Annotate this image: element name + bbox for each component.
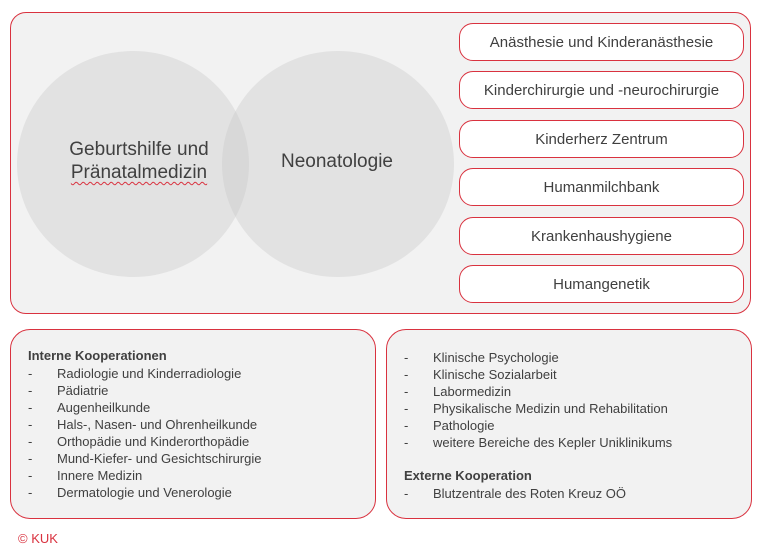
list-bullet: - [404,350,409,365]
internal-cooperations-list [28,365,261,501]
list-bullet: - [404,486,409,501]
list-item [404,434,672,451]
list-bullet: - [28,417,33,432]
list-bullet: - [28,434,33,449]
list-bullet: - [28,468,33,483]
list-item [28,484,261,501]
list-bullet: - [404,435,409,450]
list-bullet: - [28,366,33,381]
list-item-label: Augenheilkunde [57,400,151,415]
list-item [404,349,672,366]
list-bullet: - [404,418,409,433]
list-item [28,365,261,382]
venn-label-obstetrics [50,138,228,184]
list-item [404,400,672,417]
list-item-label: Klinische Sozialarbeit [433,367,557,382]
list-item-label: Radiologie und Kinderradiologie [57,366,242,381]
list-item [28,382,261,399]
external-cooperation-heading: Externe Kooperation [404,468,532,483]
list-bullet: - [404,384,409,399]
list-item [28,433,261,450]
list-bullet: - [28,383,33,398]
venn-label-neonatology: Neonatologie [281,151,393,172]
list-item [404,366,672,383]
list-item-label: Mund-Kiefer- und Gesichtschirurgie [57,451,262,466]
list-item-label: Orthopädie und Kinderorthopädie [57,434,250,449]
list-item-label: Dermatologie und Venerologie [57,485,232,500]
internal-cooperations-heading: Interne Kooperationen [28,348,167,363]
list-item-label: Innere Medizin [57,468,143,483]
list-item-label: Physikalische Medizin und Rehabilitation [433,401,668,416]
list-item-label: Pädiatrie [57,383,109,398]
external-cooperation-list [404,485,626,502]
list-bullet: - [28,451,33,466]
list-item [404,383,672,400]
department-hospital-hygiene: Krankenhaushygiene [459,217,744,255]
list-item [28,416,261,433]
additional-internal-list [404,349,672,451]
department-anaesthesia: Anästhesie und Kinderanästhesie [459,23,744,61]
list-item [404,417,672,434]
copyright-notice: © KUK [18,531,58,546]
list-item-label: Pathologie [433,418,495,433]
list-item [28,399,261,416]
list-item-label: weitere Bereiche des Kepler Uniklinikums [433,435,673,450]
list-item [404,485,626,502]
list-item-label: Hals-, Nasen- und Ohrenheilkunde [57,417,258,432]
list-bullet: - [404,401,409,416]
department-human-milk-bank: Humanmilchbank [459,168,744,206]
venn-label-obstetrics-line2: Pränatalmedizin [70,162,208,183]
department-human-genetics: Humangenetik [459,265,744,303]
list-bullet: - [28,400,33,415]
list-item-label: Labormedizin [433,384,512,399]
list-bullet: - [28,485,33,500]
list-item [28,450,261,467]
department-pediatric-surgery: Kinderchirurgie und -neurochirurgie [459,71,744,109]
department-pediatric-heart-center: Kinderherz Zentrum [459,120,744,158]
list-item-label: Blutzentrale des Roten Kreuz OÖ [433,486,626,501]
list-item-label: Klinische Psychologie [433,350,559,365]
list-item [28,467,261,484]
list-bullet: - [404,367,409,382]
venn-label-obstetrics-line1: Geburtshilfe und [69,139,209,160]
